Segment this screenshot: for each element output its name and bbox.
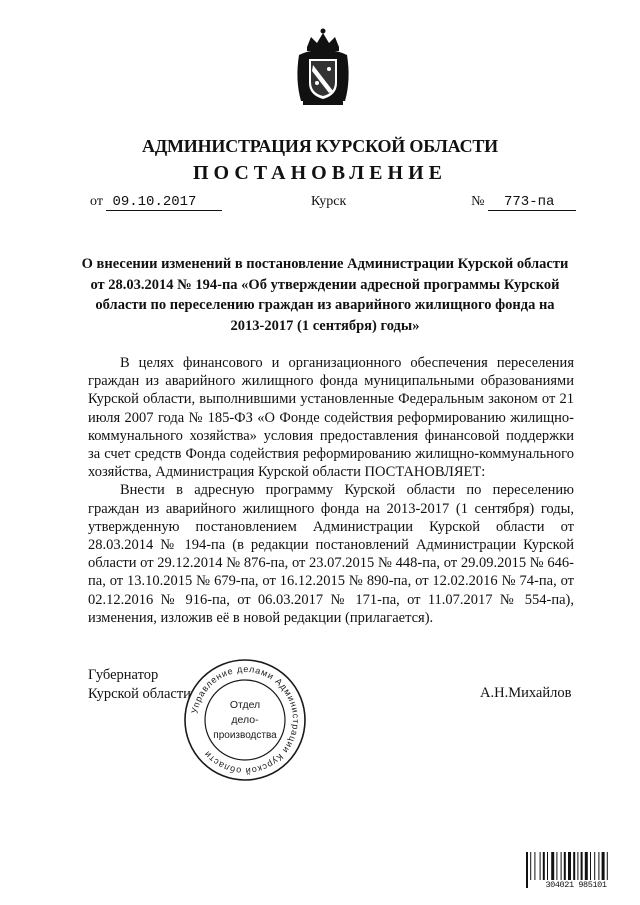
- coat-of-arms-emblem: [293, 25, 353, 107]
- body-paragraph: Внести в адресную программу Курской области по переселению граждан из аварийного жилищного фонда на 2013-2017 (1 сентября) годы, утвержденную постановлением Администрации Курской области от 28.03.2014 № 194-па (в редакции постановлений Администрации Курской области от 29.12.2014 № 876-па, от 23.07.2015 № 448-па, от 29.09.2015 № 646-па, от 13.10.2015 № 679-па, от 16.12.2015 № 890-па, от 12.02.2016 № 74-па, от 02.12.2016 № 916-па, от 06.03.2017 № 171-па, от 11.07.2017 № 554-па), изменения, изложив её в новой редакции (прилагается).: [88, 482, 574, 626]
- barcode-number: 304021 985101: [530, 880, 622, 890]
- signature-position-line: Губернатор: [88, 667, 159, 683]
- stamp-ring-text: Управление делами Администрации Курской области: [189, 663, 302, 777]
- document-title: О внесении изменений в постановление Администрации Курской области от 28.03.2014 № 194-па «Об утверждении адресной программы Курской области по переселению граждан из аварийного жилищного фонда на 2013-2017 (1 сентября) годы»: [81, 256, 569, 334]
- document-city: Курск: [311, 194, 347, 209]
- body-paragraph: В целях финансового и организационного обеспечения переселения граждан из аварийного жилищного фонда муниципальными образованиями Курской области, выполнившими установленные Федеральным законом от 21 июля 2007 года № 185-ФЗ «О Фонде содействия реформированию жилищно-коммунального хозяйства» условия предоставления финансовой поддержки за счет средств Фонда содействия реформированию жилищно-коммунального хозяйства, Администрация Курской области ПОСТАНОВЛЯЕТ:: [88, 355, 574, 481]
- barcode-bar: [526, 852, 528, 888]
- number-block: [471, 194, 576, 211]
- stamp-center-line: дело-: [231, 714, 259, 726]
- document-date: 09.10.2017: [106, 194, 222, 211]
- number-label: №: [471, 194, 485, 209]
- barcode: [525, 852, 625, 897]
- signature-position-line: Курской области: [88, 685, 191, 702]
- document-number: 773-па: [488, 194, 576, 211]
- official-stamp: [183, 658, 307, 782]
- organization-name: АДМИНИСТРАЦИЯ КУРСКОЙ ОБЛАСТИ: [142, 136, 498, 156]
- document-body: [88, 354, 574, 627]
- date-block: [90, 194, 222, 211]
- stamp-center-line: производства: [213, 730, 277, 741]
- signature-position: [88, 666, 191, 703]
- stamp-center-line: Отдел: [229, 699, 261, 711]
- signer-name: А.Н.Михайлов: [480, 685, 572, 701]
- date-label: от: [90, 194, 103, 209]
- document-meta: [90, 194, 580, 216]
- document-type: ПОСТАНОВЛЕНИЕ: [193, 162, 447, 184]
